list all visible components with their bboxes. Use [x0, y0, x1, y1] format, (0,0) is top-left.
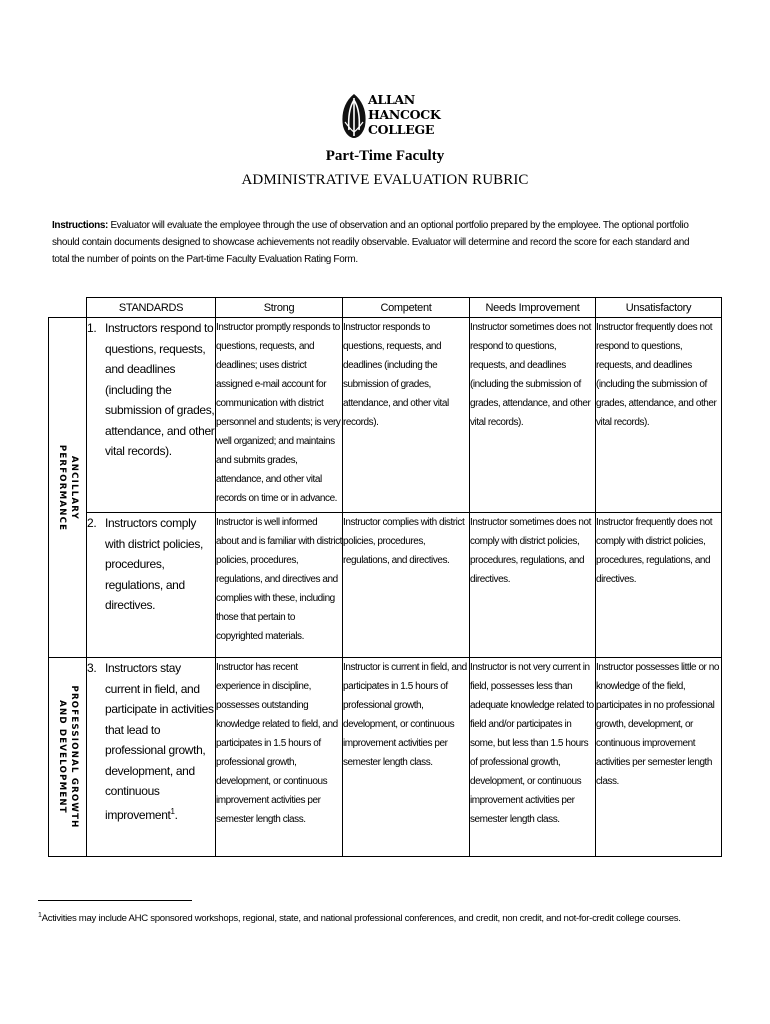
section-label-line-1: PROFESSIONAL GROWTH	[68, 685, 79, 829]
needs-improvement-cell: Instructor sometimes does not comply with district policies, procedures, regulations, and directives.	[470, 513, 596, 658]
section-professional-growth	[49, 658, 87, 857]
header-unsatisfactory: Unsatisfactory	[596, 298, 722, 318]
competent-cell: Instructor is current in field, and participates in 1.5 hours of professional growth, development, or continuous improvement activities per semester length class.	[343, 658, 470, 857]
footnote-marker: 1	[170, 806, 175, 816]
standard-cell	[87, 513, 216, 658]
unsatisfactory-cell: Instructor frequently does not comply with district policies, procedures, regulations, and directives.	[596, 513, 722, 658]
table-row	[49, 513, 722, 658]
section-label-line-2: AND DEVELOPMENT	[56, 700, 67, 814]
unsatisfactory-cell: Instructor frequently does not respond to questions, requests, and deadlines (including the submission of grades, attendance, and other vital records).	[596, 318, 722, 513]
strong-cell: Instructor promptly responds to questions, requests, and deadlines; uses district assigned e-mail account for communication with district personnel and students; is very well organized; and maintains and submits grades, attendance, and other vital records on time or in advance.	[216, 318, 343, 513]
rubric-table	[48, 297, 722, 857]
standard-end: .	[174, 807, 178, 822]
instructions-paragraph	[52, 217, 690, 268]
strong-cell: Instructor is well informed about and is familiar with district policies, procedures, regulations, and directives and complies with these, including those that pertain to copyrighted materials.	[216, 513, 343, 658]
standard-number: 1.	[87, 321, 97, 335]
corner-cell	[49, 298, 87, 318]
standard-text: Instructors respond to questions, requests, and deadlines (including the submission of grades, attendance, and other vital records).	[105, 321, 215, 458]
competent-cell: Instructor complies with district policies, procedures, regulations, and directives.	[343, 513, 470, 658]
footnote-number: 1	[38, 912, 42, 919]
header-standards: STANDARDS	[87, 298, 216, 318]
strong-cell: Instructor has recent experience in discipline, possesses outstanding knowledge related to field, and participates in 1.5 hours of professional growth, development, or continuous improvement activities per semester length class.	[216, 658, 343, 857]
logo-line-3: COLLEGE	[368, 122, 435, 137]
instructions-label: Instructions:	[52, 220, 109, 231]
standard-text: Instructors comply with district policies, procedures, regulations, and directives.	[105, 516, 203, 612]
section-label-line-2: PERFORMANCE	[56, 444, 67, 531]
header-strong: Strong	[216, 298, 343, 318]
standard-cell	[87, 318, 216, 513]
logo-line-2: HANCOCK	[368, 107, 441, 122]
competent-cell: Instructor responds to questions, requests, and deadlines (including the submission of grades, attendance, and other vital records).	[343, 318, 470, 513]
table-row	[49, 658, 722, 857]
header-needs-improvement: Needs Improvement	[470, 298, 596, 318]
footnote	[38, 912, 681, 924]
leaf-emblem-icon	[340, 92, 368, 140]
standard-number: 3.	[87, 661, 97, 675]
header-row	[49, 298, 722, 318]
needs-improvement-cell: Instructor sometimes does not respond to questions, requests, and deadlines (including the submission of grades, attendance, and other vital records).	[470, 318, 596, 513]
unsatisfactory-cell: Instructor possesses little or no knowledge of the field, participates in no professional growth, development, or continuous improvement activities per semester length class.	[596, 658, 722, 857]
standard-cell	[87, 658, 216, 857]
standard-text: Instructors stay current in field, and participate in activities that lead to professional growth, development, and continuous improvement	[105, 661, 214, 822]
needs-improvement-cell: Instructor is not very current in field, possesses less than adequate knowledge related to field and/or participates in some, but less than 1.5 hours of professional growth, development, or continuous improvement activities per semester length class.	[470, 658, 596, 857]
document-subtitle: ADMINISTRATIVE EVALUATION RUBRIC	[241, 172, 529, 188]
document-title: Part-Time Faculty	[325, 148, 445, 164]
logo-line-1: ALLAN	[368, 92, 415, 107]
college-logo	[340, 92, 441, 140]
footnote-divider	[38, 900, 192, 901]
footnote-text: Activities may include AHC sponsored workshops, regional, state, and national professional conferences, and credit, non credit, and not-for-credit college courses.	[41, 913, 681, 925]
instructions-text: Evaluator will evaluate the employee through the use of observation and an optional portfolio prepared by the employee. The optional portfolio should contain documents designed to showcase achievements not readily observable. Evaluator will determine and record the score for each standard and total the number of points on the Part-time Faculty Evaluation Rating Form.	[52, 220, 690, 265]
section-ancillary-performance	[49, 318, 87, 658]
section-label-line-1: ANCILLARY	[68, 455, 79, 520]
table-row	[49, 318, 722, 513]
standard-number: 2.	[87, 516, 97, 530]
header-competent: Competent	[343, 298, 470, 318]
